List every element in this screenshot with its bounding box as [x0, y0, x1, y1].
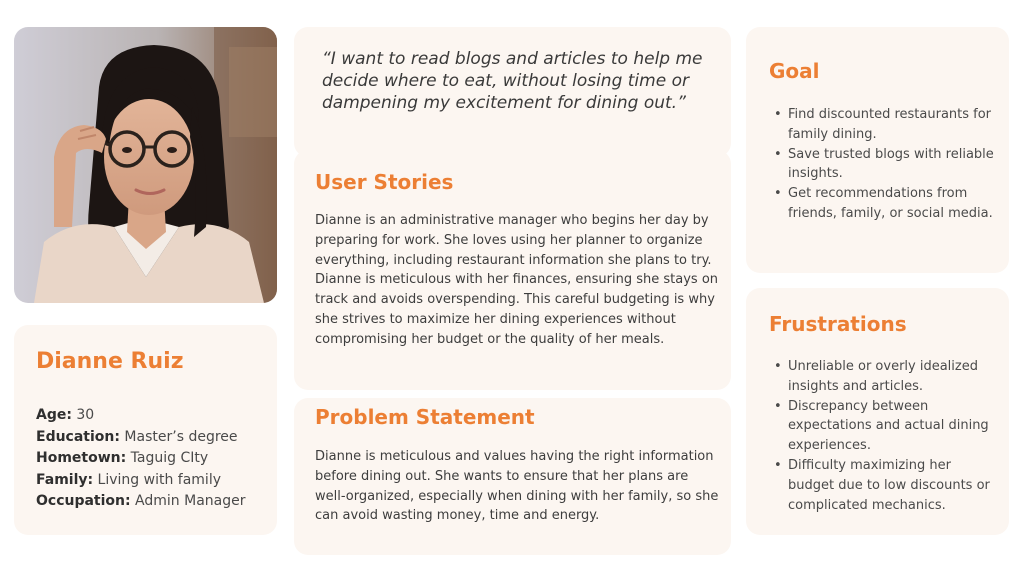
fact-hometown: Hometown: Taguig CIty [36, 450, 209, 466]
fact-family: Family: Living with family [36, 471, 221, 488]
list-item: • Difficulty maximizing her budget due to low discounts or complicated mechanics. [774, 456, 999, 515]
persona-name: Dianne Ruiz [36, 349, 184, 374]
persona-facts [36, 405, 246, 513]
list-item: • Unreliable or overly idealized insights and articles. [774, 357, 999, 397]
user-stories-title: User Stories [315, 170, 454, 194]
persona-photo [14, 27, 277, 303]
fact-occupation: Occupation: Admin Manager [36, 493, 246, 509]
persona-quote: “I want to read blogs and articles to help me decide where to eat, without losing time or dampening my excitement for dining out.” [322, 49, 703, 113]
goal-list [774, 105, 999, 224]
problem-statement-card [294, 398, 731, 555]
problem-statement-body: Dianne is meticulous and values having the right information before dining out. She wants to ensure that her plans are well-organized, especially when dining with her family, so she can avoid wasting money, time and energy. [315, 449, 719, 524]
persona-profile-card [14, 325, 277, 535]
frustrations-card [746, 288, 1009, 535]
list-item: • Discrepancy between expectations and actual dining experiences. [774, 397, 999, 456]
list-item: • Get recommendations from friends, family, or social media. [774, 184, 999, 224]
frustrations-list [774, 357, 999, 515]
fact-education: Education: Master’s degree [36, 428, 238, 445]
user-stories-body: Dianne is an administrative manager who begins her day by preparing for work. She loves using her planner to organize everything, including restaurant information she plans to try. Dianne is meticulous with her finances, ensuring she stays on track and avoids overspending. This careful budgeting is why she strives to maximize her dining experiences without compromising her budget or the quality of her meals. [315, 213, 719, 347]
list-item: • Save trusted blogs with reliable insights. [774, 145, 999, 185]
goal-title: Goal [769, 59, 820, 83]
goal-card [746, 27, 1009, 273]
persona-quote-card [294, 27, 731, 157]
frustrations-title: Frustrations [769, 312, 907, 336]
problem-statement-title: Problem Statement [315, 405, 535, 429]
user-stories-card [294, 150, 731, 390]
fact-age: Age: 30 [36, 407, 95, 423]
list-item: • Find discounted restaurants for family dining. [774, 105, 999, 145]
